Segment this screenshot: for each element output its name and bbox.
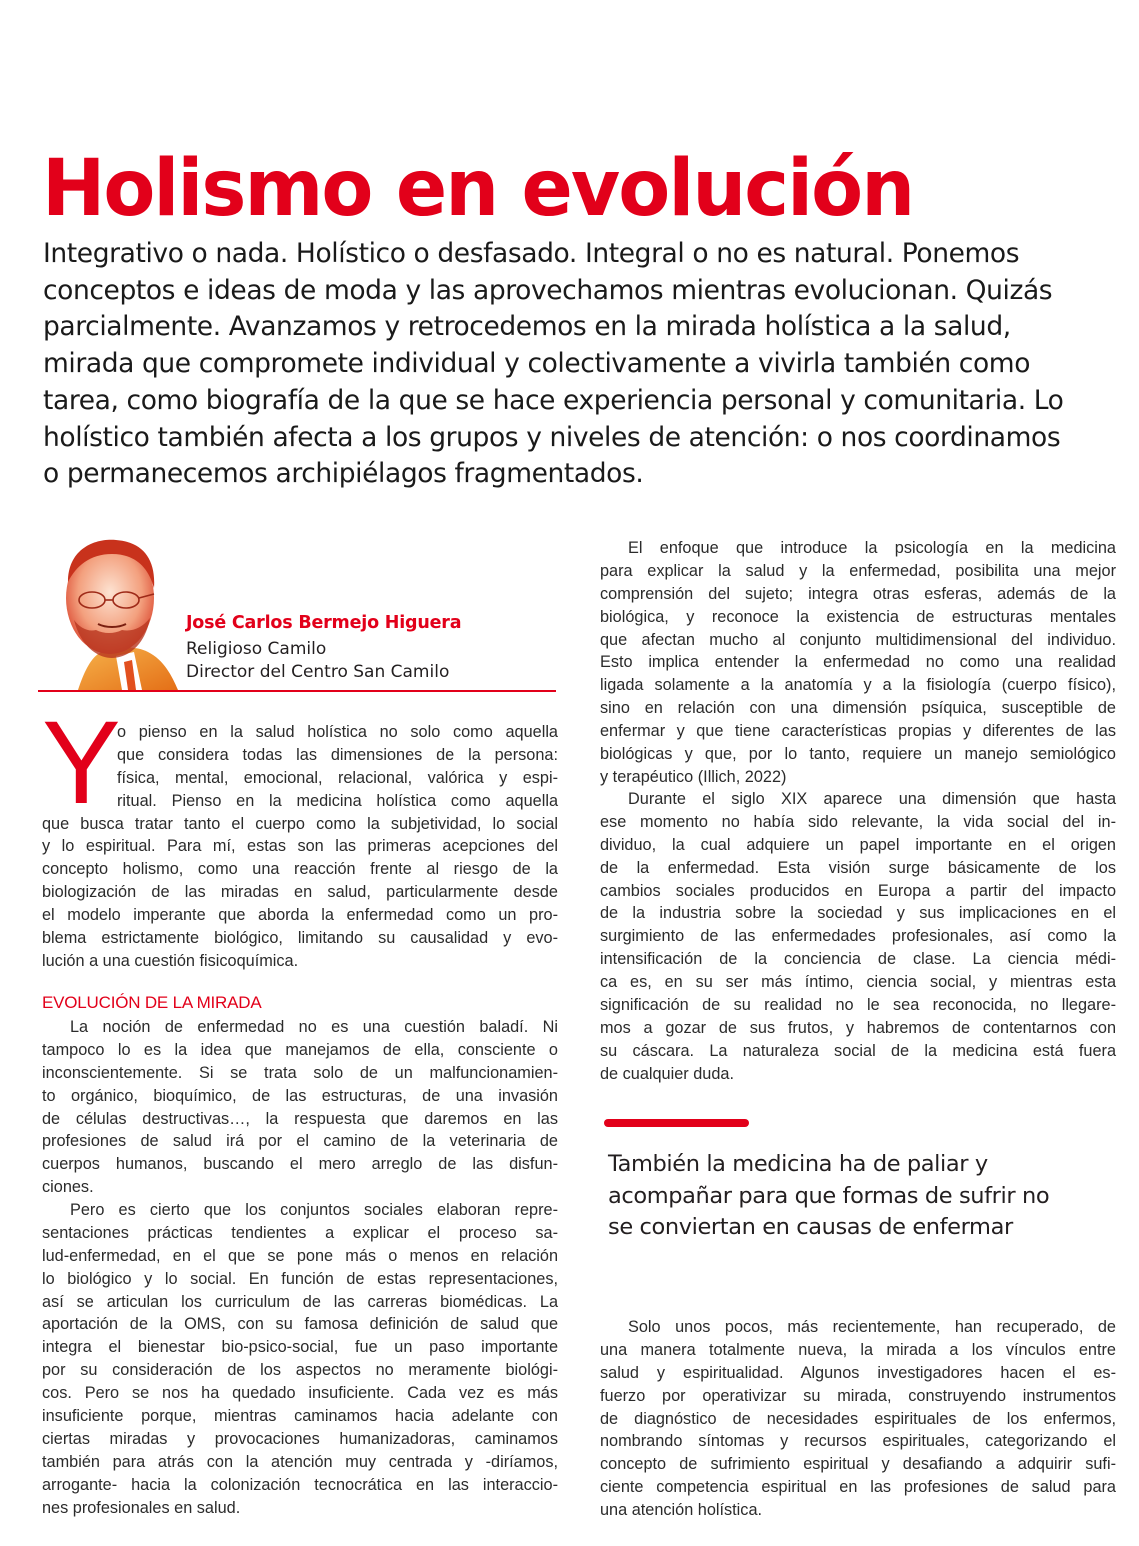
body-line: física, mental, emocional, relacional, valórica y espi- [117, 768, 558, 787]
body-line: y terapéutico (Illich, 2022) [600, 767, 787, 786]
body-line: o pienso en la salud holística no solo como aquella [117, 723, 558, 741]
body-line: mos a gozar de sus frutos, y habremos de contentarnos con [600, 1018, 1116, 1037]
body-line: biológica, y reconoce la existencia de estructuras mentales [600, 607, 1116, 626]
author-role [186, 638, 449, 684]
pull-quote-line: se conviertan en causas de enfermar [608, 1214, 1013, 1240]
section-heading: EVOLUCIÓN DE LA MIRADA [42, 993, 262, 1012]
paragraph-evolucion-1 [42, 1016, 558, 1199]
body-line: Durante el siglo XIX aparece una dimensión que hasta [628, 790, 1116, 808]
body-line: enfermar y que tiene características propias y diferentes de las [600, 722, 1116, 741]
body-line: nes profesionales en salud. [42, 1498, 241, 1517]
body-line: blema estrictamente biológico, limitando su causalidad y evo- [42, 929, 558, 948]
body-line: ritual. Pienso en la medicina holística como aquella [117, 791, 558, 810]
body-line: ciente competencia espiritual en las profesiones de salud para [600, 1478, 1116, 1497]
body-line: Esto implica entender la enfermedad no como una realidad [600, 653, 1116, 672]
author-portrait-icon [38, 536, 180, 690]
author-divider [38, 690, 556, 692]
body-line: ciertas miradas y provocaciones humanizadoras, caminamos [42, 1429, 558, 1448]
body-line: por su consideración de los aspectos no meramente biológi- [42, 1361, 558, 1380]
body-line: su cáscara. La naturaleza social de la medicina está fuera [600, 1041, 1116, 1060]
body-line: fuerzo por operativizar su mirada, construyendo instrumentos [600, 1386, 1116, 1405]
lead-line: conceptos e ideas de moda y las aprovechamos mientras evolucionan. Quizás [43, 274, 1053, 306]
body-line: cuerpos humanos, buscando el mero arreglo de las disfun- [42, 1155, 558, 1174]
body-line: lud-enfermedad, en el que se pone más o menos en relación [42, 1246, 558, 1265]
body-line: ligada solamente a la anatomía y a la fisiología (cuerpo físico), [600, 676, 1116, 695]
body-line: insuficiente porque, mientras caminamos hacia adelante con [42, 1407, 558, 1426]
body-line: Solo unos pocos, más recientemente, han recuperado, de [628, 1318, 1116, 1336]
body-line: de células destructivas…, la respuesta que daremos en las [42, 1109, 558, 1128]
body-line: salud y espiritualidad. Algunos investigadores hacen el es- [600, 1363, 1116, 1382]
lead-line: parcialmente. Avanzamos y retrocedemos en la mirada holística a la salud, [43, 311, 1011, 343]
body-line: concepto de sufrimiento espiritual y desafiando a adquirir sufi- [600, 1455, 1116, 1474]
body-line: concepto holismo, como una reacción frente al riesgo de la [42, 860, 558, 879]
intro-dropcap-lines [117, 721, 558, 813]
body-line: sino en relación con una dimensión psíquica, susceptible de [600, 699, 1116, 718]
body-line: también para atrás con la atención muy centrada y -diríamos, [42, 1452, 558, 1471]
article-title: Holismo en evolución [42, 144, 914, 235]
author-byline [38, 532, 556, 692]
body-line: lo biológico y lo social. En función de estas representaciones, [42, 1269, 558, 1288]
intro-paragraph [42, 813, 558, 973]
body-line: que busca tratar tanto el cuerpo como la subjetividad, lo social [42, 814, 558, 833]
lead-line: tarea, como biografía de la que se hace experiencia personal y comunitaria. Lo [43, 384, 1064, 416]
body-line: Pero es cierto que los conjuntos sociales elaboran repre- [70, 1201, 558, 1219]
drop-cap: Y [42, 697, 121, 829]
body-line: que considera todas las dimensiones de la persona: [117, 745, 558, 764]
body-line: ca es, en su ser más íntimo, ciencia social, y mientras esta [600, 973, 1116, 992]
body-line: una manera totalmente nueva, la mirada a los vínculos entre [600, 1340, 1116, 1359]
author-name: José Carlos Bermejo Higuera [186, 613, 462, 633]
body-line: de la enfermedad. Esta visión surge básicamente de los [600, 858, 1116, 877]
article-lead [43, 236, 1123, 493]
lead-line: o permanecemos archipiélagos fragmentados. [43, 458, 644, 490]
body-line: biológicas y que, por lo tanto, requiere un manejo semiológico [600, 745, 1116, 764]
pull-quote-line: También la medicina ha de paliar y [608, 1151, 988, 1177]
body-line: surgimiento de las enfermedades profesionales, así como la [600, 927, 1116, 946]
body-line: nombrando síntomas y recursos espirituales, categorizando el [600, 1432, 1116, 1451]
body-line: integra el bienestar bio-psico-social, fue un paso importante [42, 1338, 558, 1357]
body-line: cambios sociales producidos en Europa a partir del impacto [600, 881, 1116, 900]
pull-quote-line: acompañar para que formas de sufrir no [608, 1182, 1050, 1209]
body-line: así se articulan los curriculum de las carreras biomédicas. La [42, 1292, 558, 1311]
paragraph-siglo-xix [600, 788, 1116, 1086]
author-role-1: Religioso Camilo [186, 639, 327, 659]
body-line: y lo espiritual. Para mí, estas son las primeras acepciones del [42, 837, 558, 856]
paragraph-espiritualidad [600, 1316, 1116, 1522]
body-line: to orgánico, bioquímico, de las estructuras, de una invasión [42, 1086, 558, 1105]
body-line: El enfoque que introduce la psicología en la medicina [628, 539, 1116, 557]
body-line: sentaciones prácticas tendientes a explicar el proceso sa- [42, 1223, 558, 1242]
body-line: ese momento no había sido relevante, la vida social del in- [600, 812, 1116, 831]
body-line: arrogante- hacia la colonización tecnocrática en las interaccio- [42, 1475, 558, 1494]
body-line: tampoco lo es la idea que manejamos de ella, consciente o [42, 1040, 558, 1059]
body-line: de cualquier duda. [600, 1064, 734, 1083]
body-line: comprensión del sujeto; integra otras esferas, además de la [600, 584, 1116, 603]
body-line: de diagnóstico de necesidades espirituales de los enfermos, [600, 1409, 1116, 1428]
body-line: cos. Pero se nos ha quedado insuficiente. Cada vez es más [42, 1384, 558, 1403]
body-line: aportación de la OMS, con su famosa definición de salud que [42, 1315, 558, 1334]
body-line: lución a una cuestión fisicoquímica. [42, 951, 299, 970]
body-line: de la industria sobre la sociedad y sus implicaciones en el [600, 904, 1116, 923]
author-role-2: Director del Centro San Camilo [186, 662, 450, 682]
body-line: La noción de enfermedad no es una cuestión baladí. Ni [70, 1018, 558, 1036]
body-line: una atención holística. [600, 1501, 763, 1520]
body-line: biologización de las miradas en salud, particularmente desde [42, 883, 558, 902]
body-line: significación de su realidad no le sea reconocida, no llegare- [600, 996, 1116, 1015]
body-line: el modelo imperante que aborda la enfermedad como un pro- [42, 906, 558, 925]
paragraph-evolucion-2 [42, 1199, 558, 1519]
paragraph-psicologia [600, 537, 1116, 789]
lead-line: Integrativo o nada. Holístico o desfasado. Integral o no es natural. Ponemos [43, 238, 1020, 269]
body-line: que afectan mucho al conjunto multidimensional del individuo. [600, 630, 1116, 649]
body-line: intensificación de la conciencia de clase. La ciencia médi- [600, 950, 1116, 969]
body-line: para explicar la salud y la enfermedad, posibilita una mejor [600, 561, 1116, 580]
lead-line: mirada que compromete individual y colectivamente a vivirla también como [43, 348, 1031, 380]
pull-quote-accent-bar [604, 1119, 749, 1127]
body-line: profesiones de salud irá por el camino de la veterinaria de [42, 1132, 558, 1151]
lead-line: holístico también afecta a los grupos y niveles de atención: o nos coordinamos [43, 421, 1061, 453]
body-line: inconscientemente. Si se trata solo de un malfuncionamien- [42, 1063, 558, 1082]
body-line: dividuo, la cual adquiere un papel importante en el origen [600, 835, 1116, 854]
pull-quote [608, 1149, 1118, 1244]
body-line: ciones. [42, 1178, 94, 1197]
